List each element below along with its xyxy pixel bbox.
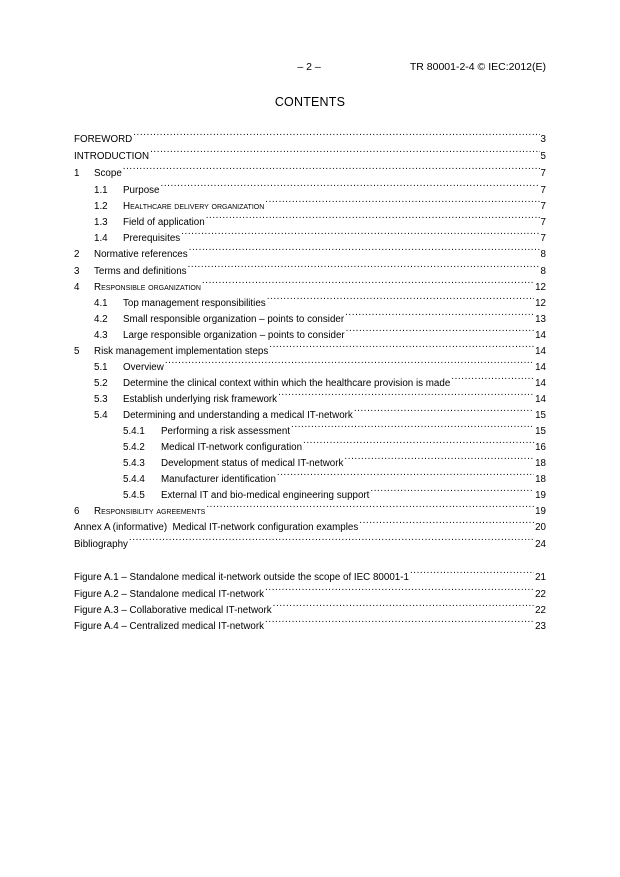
toc-entry-page: 12 [535,298,546,309]
toc-entry-title: FOREWORD [74,134,133,145]
toc-entry-title: Field of application [123,217,205,228]
toc-entry-title: Small responsible organization – points to consider [123,314,345,325]
contents-title: CONTENTS [274,95,346,109]
toc-entry-page: 19 [535,490,546,501]
toc-entry-1-2[interactable] [94,195,546,212]
toc-entry-number: 4 [74,282,80,293]
toc-entry-page: 18 [535,474,546,485]
toc-entry-5-4-2[interactable] [123,436,546,453]
toc-entry-page: 8 [540,249,546,260]
toc-entry-5[interactable] [74,340,546,357]
toc-entry-1-4[interactable] [94,227,546,244]
toc-entry-number: 5.3 [94,394,108,405]
toc-entry-4-2[interactable] [94,308,546,325]
toc-entry-introduction[interactable] [74,145,546,162]
toc-entry-page: 14 [535,346,546,357]
toc-entry-number: 5.4.1 [123,426,145,437]
toc-entry-title: Normative references [94,249,188,260]
toc-entry-5-3[interactable] [94,388,546,405]
figure-entry-title: Figure A.4 – Centralized medical IT-network [74,621,265,632]
toc-entry-5-4-5[interactable] [123,484,546,501]
toc-entry-title: Terms and definitions [94,266,187,277]
toc-entry-title: Development status of medical IT-network [161,458,344,469]
toc-entry-5-4-1[interactable] [123,420,546,437]
toc-entry-number: 5.4 [94,410,108,421]
toc-entry-number: 1.1 [94,185,108,196]
toc-entry-page: 3 [540,134,546,145]
document-reference: TR 80001-2-4 © IEC:2012(E) [409,61,546,73]
toc-entry-page: 8 [540,266,546,277]
toc-entry-5-1[interactable] [94,356,546,373]
toc-entry-5-2[interactable] [94,372,546,389]
toc-entry-number: 5.4.5 [123,490,145,501]
toc-entry-page: 14 [535,362,546,373]
toc-entry-page: 7 [540,168,546,179]
toc-entry-title: Scope [94,168,122,179]
toc-entry-page: 15 [535,410,546,421]
toc-entry-number: 5 [74,346,80,357]
toc-entry-page: 13 [535,314,546,325]
toc-entry-2[interactable] [74,243,546,260]
toc-entry-number: 4.3 [94,330,108,341]
toc-entry-1[interactable] [74,162,546,179]
toc-entry-page: 19 [535,506,546,517]
toc-entry-page: 12 [535,282,546,293]
toc-entry-title: Large responsible organization – points to consider [123,330,345,341]
toc-entry-page: 15 [535,426,546,437]
toc-entry-title: Responsible organization [94,282,201,293]
toc-entry-number: 5.2 [94,378,108,389]
toc-entry-1-1[interactable] [94,179,546,196]
figure-entry-page: 23 [535,621,546,632]
toc-entry-page: 14 [535,330,546,341]
toc-entry-5-4[interactable] [94,404,546,421]
figure-entry-page: 22 [535,605,546,616]
toc-entry-title: INTRODUCTION [74,151,150,162]
toc-entry-number: 5.4.2 [123,442,145,453]
toc-entry-6[interactable] [74,500,546,517]
toc-entry-number: 6 [74,506,80,517]
figure-entry-a2[interactable] [74,583,546,600]
toc-entry-4[interactable] [74,276,546,293]
toc-entry-number: 1.3 [94,217,108,228]
toc-entry-page: 18 [535,458,546,469]
figure-entry-a4[interactable] [74,615,546,632]
toc-entry-page: 7 [540,233,546,244]
toc-entry-4-1[interactable] [94,292,546,309]
toc-entry-4-3[interactable] [94,324,546,341]
page-number: – 2 – [297,61,321,73]
toc-entry-title: Establish underlying risk framework [123,394,278,405]
toc-entry-page: 24 [535,539,546,550]
toc-entry-foreword[interactable] [74,128,546,145]
toc-entry-page: 14 [535,378,546,389]
toc-entry-5-4-4[interactable] [123,468,546,485]
toc-entry-page: 7 [540,201,546,212]
toc-entry-number: 3 [74,266,80,277]
toc-entry-title: Determining and understanding a medical IT-network [123,410,353,421]
toc-entry-number: 4.1 [94,298,108,309]
figure-entry-a1[interactable] [74,566,546,583]
toc-entry-title: Top management responsibilities [123,298,266,309]
toc-entry-title: Bibliography [74,539,128,550]
toc-entry-page: 7 [540,185,546,196]
figure-entry-a3[interactable] [74,599,546,616]
toc-entry-number: 1 [74,168,80,179]
toc-entry-title: Healthcare delivery organization [123,201,265,212]
toc-entry-title: Annex A (informative) Medical IT-network configuration examples [74,522,359,533]
toc-entry-title: Performing a risk assessment [161,426,291,437]
toc-entry-number: 2 [74,249,80,260]
toc-entry-3[interactable] [74,260,546,277]
toc-entry-title: Determine the clinical context within which the healthcare provision is made [123,378,451,389]
toc-entry-page: 5 [540,151,546,162]
toc-entry-page: 14 [535,394,546,405]
toc-entry-page: 16 [535,442,546,453]
toc-entry-number: 4.2 [94,314,108,325]
toc-entry-page: 7 [540,217,546,228]
toc-entry-5-4-3[interactable] [123,452,546,469]
toc-entry-title: Risk management implementation steps [94,346,269,357]
figure-entry-title: Figure A.1 – Standalone medical it-network outside the scope of IEC 80001-1 [74,572,409,583]
figure-entry-page: 21 [535,572,546,583]
toc-entry-1-3[interactable] [94,211,546,228]
toc-entry-title: Medical IT-network configuration [161,442,303,453]
figure-entry-title: Figure A.3 – Collaborative medical IT-network [74,605,272,616]
figure-entry-title: Figure A.2 – Standalone medical IT-network [74,589,265,600]
toc-entry-title: Prerequisites [123,233,181,244]
toc-entry-title: Purpose [123,185,160,196]
toc-entry-bibliography[interactable] [74,533,546,550]
toc-entry-number: 1.4 [94,233,108,244]
toc-entry-page: 20 [535,522,546,533]
toc-entry-annex-a[interactable] [74,516,546,533]
toc-entry-number: 1.2 [94,201,108,212]
toc-entry-title: Overview [123,362,164,373]
toc-entry-number: 5.4.3 [123,458,145,469]
toc-entry-title: Responsibility agreements [94,506,206,517]
figure-entry-page: 22 [535,589,546,600]
toc-entry-title: Manufacturer identification [161,474,276,485]
toc-entry-number: 5.4.4 [123,474,145,485]
toc-entry-title: External IT and bio-medical engineering support [161,490,370,501]
toc-entry-number: 5.1 [94,362,108,373]
